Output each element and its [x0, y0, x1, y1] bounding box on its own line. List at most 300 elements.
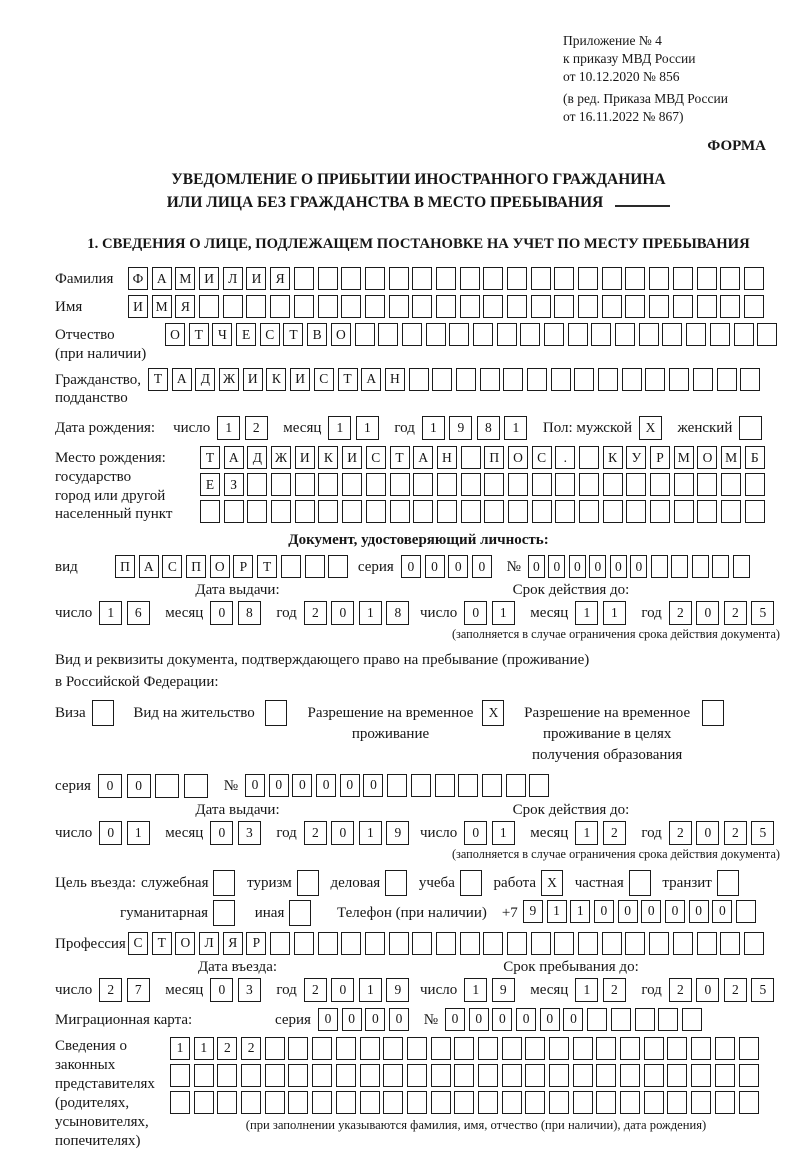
char-box[interactable]: 2 — [669, 978, 692, 1002]
char-box[interactable]: 1 — [492, 821, 515, 845]
char-box[interactable] — [507, 267, 527, 290]
char-box[interactable]: И — [342, 446, 362, 469]
char-box[interactable] — [717, 368, 737, 391]
char-box[interactable] — [544, 323, 564, 346]
char-box[interactable] — [662, 323, 682, 346]
char-box[interactable] — [625, 295, 645, 318]
char-box[interactable] — [697, 295, 717, 318]
char-box[interactable] — [199, 295, 219, 318]
char-box[interactable]: М — [674, 446, 694, 469]
char-box[interactable]: 0 — [610, 555, 627, 578]
char-box[interactable]: Т — [338, 368, 358, 391]
char-box[interactable] — [573, 1064, 593, 1087]
char-box[interactable] — [432, 368, 452, 391]
char-box[interactable] — [744, 295, 764, 318]
char-box[interactable] — [686, 323, 706, 346]
char-box[interactable] — [525, 1091, 545, 1114]
char-box[interactable] — [715, 1037, 735, 1060]
char-box[interactable]: Т — [148, 368, 168, 391]
char-box[interactable] — [745, 473, 765, 496]
char-box[interactable]: 0 — [563, 1008, 583, 1031]
char-box[interactable]: 0 — [318, 1008, 338, 1031]
char-box[interactable] — [717, 870, 739, 896]
char-box[interactable] — [436, 932, 456, 955]
char-box[interactable] — [365, 295, 385, 318]
char-box[interactable]: И — [199, 267, 219, 290]
char-box[interactable]: Р — [650, 446, 670, 469]
char-box[interactable] — [342, 473, 362, 496]
char-box[interactable] — [360, 1091, 380, 1114]
char-box[interactable] — [431, 1064, 451, 1087]
char-box[interactable]: 0 — [389, 1008, 409, 1031]
char-box[interactable] — [658, 1008, 678, 1031]
char-box[interactable]: К — [603, 446, 623, 469]
char-box[interactable] — [745, 500, 765, 523]
char-box[interactable]: 2 — [669, 601, 692, 625]
char-box[interactable] — [649, 295, 669, 318]
char-box[interactable]: 0 — [665, 900, 685, 923]
char-box[interactable] — [651, 555, 668, 578]
char-box[interactable]: Т — [152, 932, 172, 955]
char-box[interactable] — [625, 932, 645, 955]
char-box[interactable]: 1 — [575, 821, 598, 845]
char-box[interactable]: Л — [199, 932, 219, 955]
char-box[interactable]: 5 — [751, 821, 774, 845]
char-box[interactable]: С — [366, 446, 386, 469]
char-box[interactable]: 0 — [210, 978, 233, 1002]
char-box[interactable]: Л — [223, 267, 243, 290]
char-box[interactable] — [213, 870, 235, 896]
char-box[interactable]: В — [307, 323, 327, 346]
char-box[interactable] — [271, 500, 291, 523]
char-box[interactable] — [574, 368, 594, 391]
char-box[interactable] — [213, 900, 235, 926]
char-box[interactable]: С — [314, 368, 334, 391]
char-box[interactable]: 2 — [724, 601, 747, 625]
char-box[interactable]: П — [484, 446, 504, 469]
char-box[interactable]: 5 — [751, 978, 774, 1002]
char-box[interactable] — [682, 1008, 702, 1031]
char-box[interactable] — [579, 446, 599, 469]
char-box[interactable]: П — [115, 555, 135, 578]
char-box[interactable] — [697, 500, 717, 523]
char-box[interactable]: А — [224, 446, 244, 469]
char-box[interactable]: 2 — [669, 821, 692, 845]
char-box[interactable]: 9 — [449, 416, 472, 440]
char-box[interactable] — [200, 500, 220, 523]
char-box[interactable]: 1 — [359, 978, 382, 1002]
char-box[interactable] — [241, 1091, 261, 1114]
char-box[interactable] — [412, 295, 432, 318]
char-box[interactable]: З — [224, 473, 244, 496]
char-box[interactable] — [217, 1091, 237, 1114]
char-box[interactable]: 0 — [448, 555, 468, 578]
char-box[interactable]: 0 — [401, 555, 421, 578]
char-box[interactable]: 0 — [528, 555, 545, 578]
char-box[interactable]: 0 — [342, 1008, 362, 1031]
char-box[interactable] — [667, 1037, 687, 1060]
char-box[interactable]: 9 — [386, 821, 409, 845]
char-box[interactable] — [529, 774, 549, 797]
char-box[interactable]: Р — [233, 555, 253, 578]
char-box[interactable] — [360, 1064, 380, 1087]
char-box[interactable]: 7 — [127, 978, 150, 1002]
char-box[interactable]: О — [331, 323, 351, 346]
char-box[interactable]: 0 — [696, 821, 719, 845]
char-box[interactable] — [312, 1037, 332, 1060]
char-box[interactable] — [554, 267, 574, 290]
char-box[interactable]: И — [290, 368, 310, 391]
char-box[interactable]: 1 — [547, 900, 567, 923]
char-box[interactable]: И — [295, 446, 315, 469]
char-box[interactable]: 0 — [469, 1008, 489, 1031]
char-box[interactable] — [555, 500, 575, 523]
char-box[interactable]: 0 — [548, 555, 565, 578]
char-box[interactable] — [383, 1037, 403, 1060]
char-box[interactable] — [407, 1037, 427, 1060]
char-box[interactable] — [289, 900, 311, 926]
char-box[interactable]: 0 — [594, 900, 614, 923]
char-box[interactable] — [288, 1064, 308, 1087]
char-box[interactable] — [460, 295, 480, 318]
char-box[interactable] — [692, 555, 709, 578]
char-box[interactable] — [92, 700, 114, 726]
char-box[interactable] — [649, 932, 669, 955]
char-box[interactable] — [629, 870, 651, 896]
char-box[interactable]: 0 — [445, 1008, 465, 1031]
char-box[interactable] — [409, 368, 429, 391]
char-box[interactable]: 1 — [127, 821, 150, 845]
char-box[interactable]: Я — [270, 267, 290, 290]
char-box[interactable]: 2 — [304, 821, 327, 845]
char-box[interactable] — [336, 1091, 356, 1114]
char-box[interactable] — [341, 267, 361, 290]
char-box[interactable]: Ж — [219, 368, 239, 391]
char-box[interactable] — [697, 267, 717, 290]
char-box[interactable] — [483, 267, 503, 290]
char-box[interactable] — [431, 1037, 451, 1060]
char-box[interactable]: 2 — [304, 978, 327, 1002]
char-box[interactable]: К — [266, 368, 286, 391]
char-box[interactable] — [525, 1037, 545, 1060]
char-box[interactable]: О — [508, 446, 528, 469]
char-box[interactable]: 1 — [603, 601, 626, 625]
char-box[interactable] — [412, 932, 432, 955]
char-box[interactable] — [602, 295, 622, 318]
char-box[interactable]: 0 — [696, 978, 719, 1002]
char-box[interactable]: Т — [283, 323, 303, 346]
char-box[interactable] — [288, 1037, 308, 1060]
char-box[interactable] — [365, 932, 385, 955]
char-box[interactable] — [596, 1037, 616, 1060]
char-box[interactable] — [598, 368, 618, 391]
char-box[interactable]: 0 — [516, 1008, 536, 1031]
char-box[interactable]: 0 — [331, 601, 354, 625]
char-box[interactable] — [602, 932, 622, 955]
char-box[interactable] — [411, 774, 431, 797]
char-box[interactable] — [635, 1008, 655, 1031]
char-box[interactable] — [413, 473, 433, 496]
char-box[interactable] — [579, 500, 599, 523]
char-box[interactable] — [412, 267, 432, 290]
char-box[interactable]: Е — [236, 323, 256, 346]
char-box[interactable] — [739, 1037, 759, 1060]
char-box[interactable] — [155, 774, 179, 798]
char-box[interactable] — [626, 500, 646, 523]
char-box[interactable]: 1 — [359, 821, 382, 845]
char-box[interactable] — [531, 932, 551, 955]
char-box[interactable]: 0 — [331, 978, 354, 1002]
char-box[interactable]: Я — [223, 932, 243, 955]
char-box[interactable]: 0 — [712, 900, 732, 923]
char-box[interactable] — [615, 323, 635, 346]
char-box[interactable] — [194, 1091, 214, 1114]
char-box[interactable] — [667, 1064, 687, 1087]
char-box[interactable] — [318, 473, 338, 496]
char-box[interactable] — [312, 1091, 332, 1114]
char-box[interactable]: Ч — [212, 323, 232, 346]
char-box[interactable]: С — [260, 323, 280, 346]
char-box[interactable] — [378, 323, 398, 346]
char-box[interactable]: 0 — [589, 555, 606, 578]
char-box[interactable]: К — [318, 446, 338, 469]
char-box[interactable] — [241, 1064, 261, 1087]
char-box[interactable] — [483, 295, 503, 318]
char-box[interactable] — [478, 1037, 498, 1060]
char-box[interactable]: 0 — [210, 601, 233, 625]
char-box[interactable] — [366, 500, 386, 523]
char-box[interactable] — [223, 295, 243, 318]
char-box[interactable] — [389, 267, 409, 290]
char-box[interactable] — [217, 1064, 237, 1087]
char-box[interactable] — [739, 416, 762, 440]
char-box[interactable]: 0 — [472, 555, 492, 578]
char-box[interactable]: А — [139, 555, 159, 578]
char-box[interactable] — [265, 700, 287, 726]
char-box[interactable] — [549, 1037, 569, 1060]
char-box[interactable] — [549, 1064, 569, 1087]
char-box[interactable] — [318, 295, 338, 318]
char-box[interactable]: 0 — [363, 774, 383, 797]
char-box[interactable] — [297, 870, 319, 896]
char-box[interactable] — [170, 1091, 190, 1114]
char-box[interactable] — [460, 932, 480, 955]
char-box[interactable] — [271, 473, 291, 496]
char-box[interactable] — [596, 1064, 616, 1087]
char-box[interactable] — [480, 368, 500, 391]
char-box[interactable] — [644, 1091, 664, 1114]
char-box[interactable] — [482, 774, 502, 797]
char-box[interactable] — [385, 870, 407, 896]
char-box[interactable]: 0 — [630, 555, 647, 578]
char-box[interactable]: У — [626, 446, 646, 469]
char-box[interactable] — [591, 323, 611, 346]
char-box[interactable] — [294, 267, 314, 290]
char-box[interactable]: 2 — [603, 821, 626, 845]
char-box[interactable] — [739, 1064, 759, 1087]
char-box[interactable]: 3 — [238, 978, 261, 1002]
char-box[interactable]: Ж — [271, 446, 291, 469]
char-box[interactable] — [734, 323, 754, 346]
char-box[interactable] — [620, 1037, 640, 1060]
char-box[interactable] — [436, 295, 456, 318]
char-box[interactable] — [697, 473, 717, 496]
char-box[interactable] — [435, 774, 455, 797]
char-box[interactable] — [431, 1091, 451, 1114]
char-box[interactable] — [460, 870, 482, 896]
char-box[interactable] — [639, 323, 659, 346]
char-box[interactable] — [531, 267, 551, 290]
char-box[interactable] — [625, 267, 645, 290]
char-box[interactable]: 9 — [386, 978, 409, 1002]
char-box[interactable] — [341, 932, 361, 955]
char-box[interactable] — [649, 267, 669, 290]
char-box[interactable] — [355, 323, 375, 346]
char-box[interactable] — [366, 473, 386, 496]
char-box[interactable]: Д — [247, 446, 267, 469]
char-box[interactable]: 0 — [689, 900, 709, 923]
char-box[interactable] — [383, 1064, 403, 1087]
char-box[interactable] — [532, 500, 552, 523]
char-box[interactable]: А — [172, 368, 192, 391]
char-box[interactable] — [484, 500, 504, 523]
char-box[interactable] — [507, 295, 527, 318]
char-box[interactable] — [342, 500, 362, 523]
char-box[interactable] — [520, 323, 540, 346]
char-box[interactable] — [691, 1037, 711, 1060]
char-box[interactable]: 0 — [365, 1008, 385, 1031]
char-box[interactable] — [270, 932, 290, 955]
char-box[interactable]: С — [532, 446, 552, 469]
char-box[interactable] — [710, 323, 730, 346]
char-box[interactable] — [626, 473, 646, 496]
char-box[interactable] — [757, 323, 777, 346]
char-box[interactable]: 0 — [316, 774, 336, 797]
char-box[interactable] — [437, 473, 457, 496]
char-box[interactable] — [318, 500, 338, 523]
char-box[interactable] — [650, 473, 670, 496]
char-box[interactable]: 2 — [99, 978, 122, 1002]
char-box[interactable]: Н — [437, 446, 457, 469]
char-box[interactable] — [744, 267, 764, 290]
char-box[interactable] — [720, 932, 740, 955]
char-box[interactable] — [715, 1064, 735, 1087]
char-box[interactable] — [454, 1091, 474, 1114]
char-box[interactable]: 1 — [359, 601, 382, 625]
char-box[interactable] — [579, 473, 599, 496]
char-box[interactable] — [531, 295, 551, 318]
char-box[interactable] — [295, 473, 315, 496]
char-box[interactable] — [554, 295, 574, 318]
char-box[interactable] — [650, 500, 670, 523]
char-box[interactable]: Я — [175, 295, 195, 318]
char-box[interactable]: 0 — [127, 774, 151, 798]
char-box[interactable] — [170, 1064, 190, 1087]
char-box[interactable]: 8 — [386, 601, 409, 625]
char-box[interactable]: 0 — [464, 601, 487, 625]
char-box[interactable] — [744, 932, 764, 955]
char-box[interactable] — [483, 932, 503, 955]
char-box[interactable] — [674, 500, 694, 523]
char-box[interactable] — [603, 473, 623, 496]
char-box[interactable] — [667, 1091, 687, 1114]
char-box[interactable] — [573, 1091, 593, 1114]
char-box[interactable]: 0 — [292, 774, 312, 797]
char-box[interactable]: 1 — [356, 416, 379, 440]
char-box[interactable] — [508, 473, 528, 496]
char-box[interactable] — [318, 932, 338, 955]
char-box[interactable] — [265, 1091, 285, 1114]
char-box[interactable]: 2 — [724, 978, 747, 1002]
char-box[interactable] — [587, 1008, 607, 1031]
char-box[interactable] — [502, 1037, 522, 1060]
char-box[interactable]: 5 — [751, 601, 774, 625]
char-box[interactable]: Т — [200, 446, 220, 469]
char-box[interactable] — [294, 295, 314, 318]
char-box[interactable]: 9 — [492, 978, 515, 1002]
char-box[interactable] — [461, 473, 481, 496]
char-box[interactable]: 0 — [245, 774, 265, 797]
char-box[interactable] — [360, 1037, 380, 1060]
char-box[interactable]: 1 — [492, 601, 515, 625]
char-box[interactable] — [365, 267, 385, 290]
char-box[interactable] — [644, 1037, 664, 1060]
char-box[interactable] — [620, 1091, 640, 1114]
char-box[interactable] — [247, 473, 267, 496]
char-box[interactable]: 1 — [217, 416, 240, 440]
char-box[interactable]: 1 — [99, 601, 122, 625]
char-box[interactable] — [402, 323, 422, 346]
char-box[interactable] — [554, 932, 574, 955]
char-box[interactable] — [720, 295, 740, 318]
char-box[interactable] — [426, 323, 446, 346]
char-box[interactable] — [573, 1037, 593, 1060]
char-box[interactable]: Е — [200, 473, 220, 496]
char-box[interactable] — [390, 473, 410, 496]
char-box[interactable]: О — [697, 446, 717, 469]
char-box[interactable]: 0 — [210, 821, 233, 845]
char-box[interactable] — [720, 267, 740, 290]
char-box[interactable]: А — [361, 368, 381, 391]
char-box[interactable] — [461, 446, 481, 469]
char-box[interactable] — [341, 295, 361, 318]
char-box[interactable] — [224, 500, 244, 523]
char-box[interactable] — [265, 1037, 285, 1060]
char-box[interactable]: 2 — [241, 1037, 261, 1060]
char-box[interactable] — [437, 500, 457, 523]
char-box[interactable]: 0 — [641, 900, 661, 923]
char-box[interactable] — [270, 295, 290, 318]
char-box[interactable]: 2 — [217, 1037, 237, 1060]
char-box[interactable] — [502, 1064, 522, 1087]
char-box[interactable]: 0 — [99, 821, 122, 845]
char-box[interactable] — [484, 473, 504, 496]
char-box[interactable]: С — [162, 555, 182, 578]
char-box[interactable] — [673, 295, 693, 318]
char-box[interactable] — [246, 295, 266, 318]
char-box[interactable] — [739, 1091, 759, 1114]
char-box[interactable] — [527, 368, 547, 391]
char-box[interactable] — [383, 1091, 403, 1114]
char-box[interactable]: Т — [189, 323, 209, 346]
char-box[interactable] — [389, 932, 409, 955]
char-box[interactable] — [673, 932, 693, 955]
char-box[interactable]: 2 — [724, 821, 747, 845]
char-box[interactable]: 0 — [340, 774, 360, 797]
char-box[interactable]: 1 — [570, 900, 590, 923]
char-box[interactable] — [736, 900, 756, 923]
char-box[interactable]: М — [175, 267, 195, 290]
